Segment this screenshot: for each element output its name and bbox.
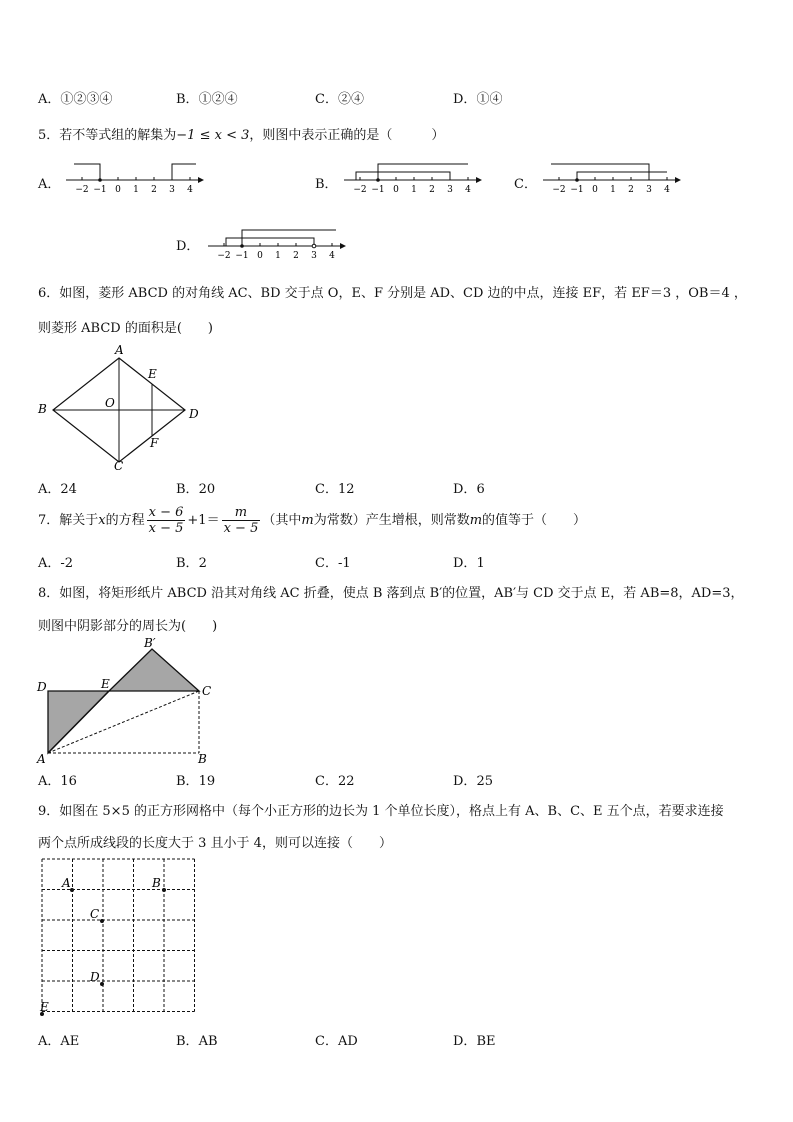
q7-option-b: B．2 [176, 556, 207, 571]
tick-label: −1 [93, 185, 107, 195]
tick-label: 0 [257, 251, 263, 261]
q4-option-c: C．②④ [315, 92, 364, 107]
tick-label: 2 [429, 185, 435, 195]
q9-label-d: D [90, 970, 100, 984]
tick-label: 0 [115, 185, 121, 195]
q6-label-b: B [38, 402, 47, 416]
q6-option-a: A．24 [38, 482, 77, 497]
q5-numberline-a [66, 160, 206, 196]
q8-label-d: D [37, 680, 47, 694]
tick-label: −2 [353, 185, 367, 195]
tick-label: 2 [628, 185, 634, 195]
tick-label: 2 [151, 185, 157, 195]
q5-numberline-c [543, 160, 683, 196]
q9-label-e: E [40, 1000, 49, 1014]
tick-label: 1 [133, 185, 139, 195]
q8-label-b-prime: B′ [144, 636, 156, 650]
q8-option-b: B．19 [176, 774, 216, 789]
tick-label: 4 [329, 251, 335, 261]
q6-option-d: D．6 [453, 482, 485, 497]
q8-option-a: A．16 [38, 774, 77, 789]
q9-grid-figure [38, 854, 203, 1024]
q4-option-b: B．①②④ [176, 92, 238, 107]
tick-label: −2 [75, 185, 89, 195]
q6-label-f: F [150, 436, 159, 450]
q4-option-d: D．①④ [453, 92, 503, 107]
tick-label: −1 [371, 185, 385, 195]
q6-label-c: C [114, 459, 124, 473]
q8-fold-figure [34, 633, 224, 768]
q6-stem-line1: 6．如图，菱形 ABCD 的对角线 AC、BD 交于点 O，E、F 分别是 AD、CD 边的中点，连接 EF，若 EF＝3 ，OB＝4 ， [38, 286, 747, 301]
tick-label: 3 [169, 185, 175, 195]
q6-rhombus-figure [34, 340, 214, 475]
q5-option-b-letter: B． [315, 177, 338, 192]
q9-option-b: B．AB [176, 1034, 218, 1049]
q9-stem-line1: 9．如图在 5×5 的正方形网格中（每个小正方形的边长为 1 个单位长度），格点上有 A、B、C、E 五个点，若要求连接 [38, 804, 724, 819]
tick-label: 0 [592, 185, 598, 195]
q5-numberline-d [208, 226, 353, 262]
q8-label-a: A [37, 752, 46, 766]
tick-label: 4 [187, 185, 193, 195]
tick-label: −1 [570, 185, 584, 195]
q8-option-d: D．25 [453, 774, 493, 789]
q6-label-a: A [115, 343, 124, 357]
q7-fraction-2: $\frac{m}{x - 5}$ [223, 505, 259, 536]
q5-option-c-letter: C． [514, 177, 537, 192]
q5-option-d-letter: D． [176, 239, 200, 254]
tick-label: 3 [311, 251, 317, 261]
q9-option-a: A．AE [38, 1034, 80, 1049]
q8-stem-line1: 8．如图，将矩形纸片 ABCD 沿其对角线 AC 折叠，使点 B 落到点 B′的位置，AB′与 CD 交于点 E，若 AB=8，AD=3， [38, 586, 744, 601]
tick-label: −1 [235, 251, 249, 261]
q9-label-a: A [62, 876, 71, 890]
q9-stem-line2: 两个点所成线段的长度大于 3 且小于 4，则可以连接（ ） [38, 836, 392, 851]
q5-numberline-b [344, 160, 484, 196]
tick-label: 0 [393, 185, 399, 195]
q9-option-c: C．AD [315, 1034, 358, 1049]
tick-label: −2 [217, 251, 231, 261]
tick-label: 4 [664, 185, 670, 195]
tick-label: 1 [275, 251, 281, 261]
q8-option-c: C．22 [315, 774, 355, 789]
tick-label: −2 [552, 185, 566, 195]
q8-label-c: C [202, 684, 212, 698]
q8-stem-line2: 则图中阴影部分的周长为( ) [38, 619, 218, 634]
q5-option-a-letter: A． [38, 177, 61, 192]
tick-label: 1 [610, 185, 616, 195]
q7-fraction-1: $\frac{x - 6}{x - 5}$ [148, 505, 184, 536]
q6-option-b: B．20 [176, 482, 216, 497]
tick-label: 2 [293, 251, 299, 261]
q7-option-a: A．-2 [38, 556, 74, 571]
tick-label: 4 [465, 185, 471, 195]
q8-label-e: E [101, 677, 110, 691]
q4-option-a: A．①②③④ [38, 92, 113, 107]
q6-label-o: O [105, 396, 115, 410]
q9-label-b: B [152, 876, 161, 890]
q8-label-b: B [198, 752, 207, 766]
q7-option-d: D．1 [453, 556, 485, 571]
q9-label-c: C [90, 907, 100, 921]
q9-option-d: D．BE [453, 1034, 496, 1049]
tick-label: 3 [646, 185, 652, 195]
q6-label-e: E [148, 367, 157, 381]
q7-option-c: C．-1 [315, 556, 351, 571]
q5-stem: 5．若不等式组的解集为−1 ≤ x < 3，则图中表示正确的是（ ） [38, 128, 445, 143]
q6-option-c: C．12 [315, 482, 355, 497]
q6-stem-line2: 则菱形 ABCD 的面积是( ) [38, 321, 213, 336]
q6-label-d: D [189, 407, 199, 421]
q7-stem: 7．解关于x的方程 $\frac{x - 6}{x - 5}$ +1＝ $\frac{m}{x - 5}$ （其中m为常数）产生增根，则常数m的值等于（ ） [38, 505, 587, 536]
tick-label: 3 [447, 185, 453, 195]
tick-label: 1 [411, 185, 417, 195]
